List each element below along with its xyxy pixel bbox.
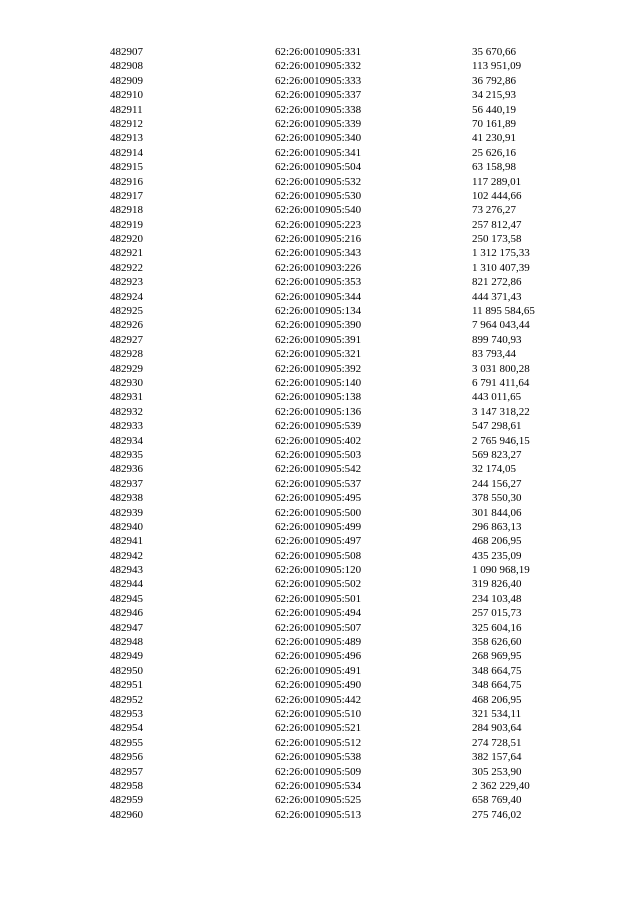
table-row — [110, 175, 580, 189]
cadastral-number-cell: 62:26:0010905:339 — [275, 117, 362, 130]
value-cell: 348 664,75 — [472, 664, 522, 677]
cadastral-number-cell: 62:26:0010905:504 — [275, 161, 362, 174]
cadastral-number-cell: 62:26:0010905:390 — [275, 319, 362, 332]
value-cell: 468 206,95 — [472, 535, 522, 548]
row-id-cell: 482933 — [110, 420, 143, 433]
table-row — [110, 693, 580, 707]
row-id-cell: 482920 — [110, 233, 143, 246]
cadastral-value-table — [110, 45, 580, 822]
row-id-cell: 482916 — [110, 175, 143, 188]
table-row — [110, 232, 580, 246]
row-id-cell: 482913 — [110, 132, 143, 145]
value-cell: 35 670,66 — [472, 46, 516, 58]
value-cell: 70 161,89 — [472, 117, 516, 130]
row-id-cell: 482931 — [110, 391, 143, 404]
table-row — [110, 477, 580, 491]
value-cell: 305 253,90 — [472, 765, 522, 778]
table-row — [110, 520, 580, 534]
cadastral-number-cell: 62:26:0010905:537 — [275, 477, 362, 490]
value-cell: 73 276,27 — [472, 204, 516, 217]
value-cell: 658 769,40 — [472, 794, 522, 807]
row-id-cell: 482958 — [110, 779, 143, 792]
cadastral-number-cell: 62:26:0010905:510 — [275, 707, 362, 720]
value-cell: 268 969,95 — [472, 650, 522, 663]
cadastral-number-cell: 62:26:0010905:503 — [275, 448, 362, 461]
table-row — [110, 290, 580, 304]
row-id-cell: 482940 — [110, 520, 143, 533]
table-row — [110, 577, 580, 591]
row-id-cell: 482917 — [110, 189, 143, 202]
value-cell: 244 156,27 — [472, 477, 522, 490]
row-id-cell: 482954 — [110, 722, 143, 735]
cadastral-number-cell: 62:26:0010905:489 — [275, 636, 362, 649]
cadastral-number-cell: 62:26:0010905:509 — [275, 765, 362, 778]
table-row — [110, 707, 580, 721]
table-row — [110, 434, 580, 448]
value-cell: 569 823,27 — [472, 448, 522, 461]
value-cell: 113 951,09 — [472, 60, 522, 73]
value-cell: 7 964 043,44 — [472, 319, 530, 332]
table-row — [110, 88, 580, 102]
value-cell: 257 015,73 — [472, 607, 522, 620]
row-id-cell: 482953 — [110, 707, 143, 720]
value-cell: 25 626,16 — [472, 146, 516, 159]
value-cell: 321 534,11 — [472, 707, 522, 720]
value-cell: 32 174,05 — [472, 463, 516, 476]
table-row — [110, 103, 580, 117]
row-id-cell: 482914 — [110, 146, 143, 159]
table-row — [110, 793, 580, 807]
cadastral-number-cell: 62:26:0010905:134 — [275, 305, 362, 318]
cadastral-number-cell: 62:26:0010905:338 — [275, 103, 362, 116]
cadastral-number-cell: 62:26:0010905:502 — [275, 578, 362, 591]
cadastral-number-cell: 62:26:0010905:216 — [275, 233, 362, 246]
table-row — [110, 448, 580, 462]
value-cell: 443 011,65 — [472, 391, 522, 404]
row-id-cell: 482943 — [110, 564, 143, 577]
row-id-cell: 482918 — [110, 204, 143, 217]
row-id-cell: 482944 — [110, 578, 143, 591]
table-row — [110, 462, 580, 476]
value-cell: 3 031 800,28 — [472, 362, 530, 375]
table-row — [110, 347, 580, 361]
value-cell: 325 604,16 — [472, 621, 522, 634]
cadastral-number-cell: 62:26:0010905:542 — [275, 463, 362, 476]
cadastral-number-cell: 62:26:0010905:353 — [275, 276, 362, 289]
value-cell: 275 746,02 — [472, 808, 522, 821]
value-cell: 348 664,75 — [472, 679, 522, 692]
table-row — [110, 736, 580, 750]
value-cell: 899 740,93 — [472, 333, 522, 346]
cadastral-number-cell: 62:26:0010905:341 — [275, 146, 362, 159]
row-id-cell: 482926 — [110, 319, 143, 332]
row-id-cell: 482942 — [110, 549, 143, 562]
table-row — [110, 808, 580, 822]
table-row — [110, 592, 580, 606]
table-row — [110, 390, 580, 404]
row-id-cell: 482937 — [110, 477, 143, 490]
row-id-cell: 482948 — [110, 636, 143, 649]
value-cell: 1 312 175,33 — [472, 247, 530, 260]
table-row — [110, 549, 580, 563]
row-id-cell: 482912 — [110, 117, 143, 130]
cadastral-number-cell: 62:26:0010905:223 — [275, 218, 362, 231]
row-id-cell: 482922 — [110, 261, 143, 274]
row-id-cell: 482955 — [110, 736, 143, 749]
table-row — [110, 649, 580, 663]
cadastral-number-cell: 62:26:0010905:391 — [275, 333, 362, 346]
cadastral-number-cell: 62:26:0010905:340 — [275, 132, 362, 145]
value-cell: 6 791 411,64 — [472, 376, 530, 389]
value-cell: 257 812,47 — [472, 218, 522, 231]
cadastral-number-cell: 62:26:0010905:532 — [275, 175, 362, 188]
cadastral-number-cell: 62:26:0010905:136 — [275, 405, 362, 418]
table-row — [110, 750, 580, 764]
table-row — [110, 318, 580, 332]
table-row — [110, 45, 580, 59]
value-cell: 444 371,43 — [472, 290, 522, 303]
table-row — [110, 779, 580, 793]
row-id-cell: 482930 — [110, 376, 143, 389]
table-row — [110, 362, 580, 376]
cadastral-number-cell: 62:26:0010905:538 — [275, 751, 362, 764]
cadastral-number-cell: 62:26:0010905:508 — [275, 549, 362, 562]
table-row — [110, 74, 580, 88]
row-id-cell: 482925 — [110, 305, 143, 318]
table-row — [110, 160, 580, 174]
cadastral-number-cell: 62:26:0010905:495 — [275, 492, 362, 505]
row-id-cell: 482928 — [110, 348, 143, 361]
value-cell: 2 362 229,40 — [472, 779, 530, 792]
cadastral-number-cell: 62:26:0010905:530 — [275, 189, 362, 202]
row-id-cell: 482929 — [110, 362, 143, 375]
table-row — [110, 678, 580, 692]
cadastral-number-cell: 62:26:0010905:332 — [275, 60, 362, 73]
row-id-cell: 482919 — [110, 218, 143, 231]
cadastral-number-cell: 62:26:0010905:344 — [275, 290, 362, 303]
value-cell: 63 158,98 — [472, 161, 516, 174]
row-id-cell: 482959 — [110, 794, 143, 807]
table-row — [110, 563, 580, 577]
cadastral-number-cell: 62:26:0010905:120 — [275, 564, 362, 577]
value-cell: 284 903,64 — [472, 722, 522, 735]
row-id-cell: 482941 — [110, 535, 143, 548]
table-row — [110, 606, 580, 620]
table-row — [110, 333, 580, 347]
row-id-cell: 482949 — [110, 650, 143, 663]
value-cell: 234 103,48 — [472, 592, 522, 605]
cadastral-number-cell: 62:26:0010905:321 — [275, 348, 362, 361]
row-id-cell: 482935 — [110, 448, 143, 461]
cadastral-number-cell: 62:26:0010905:140 — [275, 376, 362, 389]
table-row — [110, 765, 580, 779]
row-id-cell: 482934 — [110, 434, 143, 447]
table-row — [110, 131, 580, 145]
row-id-cell: 482907 — [110, 46, 143, 58]
value-cell: 378 550,30 — [472, 492, 522, 505]
table-row — [110, 218, 580, 232]
row-id-cell: 482932 — [110, 405, 143, 418]
cadastral-number-cell: 62:26:0010905:500 — [275, 506, 362, 519]
cadastral-number-cell: 62:26:0010905:392 — [275, 362, 362, 375]
table-row — [110, 376, 580, 390]
cadastral-number-cell: 62:26:0010905:539 — [275, 420, 362, 433]
cadastral-number-cell: 62:26:0010903:226 — [275, 261, 362, 274]
cadastral-number-cell: 62:26:0010905:534 — [275, 779, 362, 792]
table-row — [110, 491, 580, 505]
row-id-cell: 482952 — [110, 693, 143, 706]
table-row — [110, 405, 580, 419]
table-row — [110, 419, 580, 433]
value-cell: 547 298,61 — [472, 420, 522, 433]
table-row — [110, 146, 580, 160]
cadastral-number-cell: 62:26:0010905:494 — [275, 607, 362, 620]
value-cell: 468 206,95 — [472, 693, 522, 706]
value-cell: 41 230,91 — [472, 132, 516, 145]
value-cell: 56 440,19 — [472, 103, 516, 116]
table-row — [110, 246, 580, 260]
row-id-cell: 482936 — [110, 463, 143, 476]
value-cell: 117 289,01 — [472, 175, 522, 188]
cadastral-number-cell: 62:26:0010905:402 — [275, 434, 362, 447]
cadastral-number-cell: 62:26:0010905:501 — [275, 592, 362, 605]
row-id-cell: 482921 — [110, 247, 143, 260]
cadastral-number-cell: 62:26:0010905:525 — [275, 794, 362, 807]
row-id-cell: 482950 — [110, 664, 143, 677]
cadastral-number-cell: 62:26:0010905:512 — [275, 736, 362, 749]
row-id-cell: 482938 — [110, 492, 143, 505]
value-cell: 821 272,86 — [472, 276, 522, 289]
row-id-cell: 482924 — [110, 290, 143, 303]
table-row — [110, 59, 580, 73]
table-row — [110, 534, 580, 548]
cadastral-number-cell: 62:26:0010905:491 — [275, 664, 362, 677]
row-id-cell: 482957 — [110, 765, 143, 778]
cadastral-number-cell: 62:26:0010905:540 — [275, 204, 362, 217]
table-row — [110, 506, 580, 520]
value-cell: 102 444,66 — [472, 189, 522, 202]
value-cell: 36 792,86 — [472, 74, 516, 87]
row-id-cell: 482956 — [110, 751, 143, 764]
cadastral-number-cell: 62:26:0010905:496 — [275, 650, 362, 663]
table-row — [110, 635, 580, 649]
row-id-cell: 482960 — [110, 808, 143, 821]
value-cell: 274 728,51 — [472, 736, 522, 749]
cadastral-number-cell: 62:26:0010905:513 — [275, 808, 362, 821]
value-cell: 1 310 407,39 — [472, 261, 530, 274]
row-id-cell: 482911 — [110, 103, 143, 116]
row-id-cell: 482945 — [110, 592, 143, 605]
table-row — [110, 621, 580, 635]
row-id-cell: 482939 — [110, 506, 143, 519]
row-id-cell: 482910 — [110, 89, 143, 102]
cadastral-number-cell: 62:26:0010905:490 — [275, 679, 362, 692]
cadastral-number-cell: 62:26:0010905:442 — [275, 693, 362, 706]
table-row — [110, 189, 580, 203]
row-id-cell: 482909 — [110, 74, 143, 87]
cadastral-number-cell: 62:26:0010905:499 — [275, 520, 362, 533]
table-row — [110, 664, 580, 678]
cadastral-number-cell: 62:26:0010905:521 — [275, 722, 362, 735]
row-id-cell: 482927 — [110, 333, 143, 346]
value-cell: 1 090 968,19 — [472, 564, 530, 577]
row-id-cell: 482946 — [110, 607, 143, 620]
value-cell: 83 793,44 — [472, 348, 516, 361]
row-id-cell: 482947 — [110, 621, 143, 634]
value-cell: 250 173,58 — [472, 233, 522, 246]
value-cell: 435 235,09 — [472, 549, 522, 562]
table-row — [110, 304, 580, 318]
row-id-cell: 482951 — [110, 679, 143, 692]
cadastral-number-cell: 62:26:0010905:331 — [275, 46, 362, 58]
cadastral-number-cell: 62:26:0010905:337 — [275, 89, 362, 102]
value-cell: 358 626,60 — [472, 636, 522, 649]
value-cell: 319 826,40 — [472, 578, 522, 591]
value-cell: 2 765 946,15 — [472, 434, 530, 447]
value-cell: 34 215,93 — [472, 89, 516, 102]
row-id-cell: 482915 — [110, 161, 143, 174]
value-cell: 296 863,13 — [472, 520, 522, 533]
value-cell: 11 895 584,65 — [472, 305, 535, 318]
table-row — [110, 261, 580, 275]
value-cell: 382 157,64 — [472, 751, 522, 764]
table-row — [110, 117, 580, 131]
cadastral-number-cell: 62:26:0010905:497 — [275, 535, 362, 548]
cadastral-number-cell: 62:26:0010905:343 — [275, 247, 362, 260]
row-id-cell: 482923 — [110, 276, 143, 289]
cadastral-number-cell: 62:26:0010905:138 — [275, 391, 362, 404]
cadastral-number-cell: 62:26:0010905:507 — [275, 621, 362, 634]
table-row — [110, 275, 580, 289]
value-cell: 3 147 318,22 — [472, 405, 530, 418]
table-row — [110, 721, 580, 735]
row-id-cell: 482908 — [110, 60, 143, 73]
table-row — [110, 203, 580, 217]
value-cell: 301 844,06 — [472, 506, 522, 519]
cadastral-number-cell: 62:26:0010905:333 — [275, 74, 362, 87]
